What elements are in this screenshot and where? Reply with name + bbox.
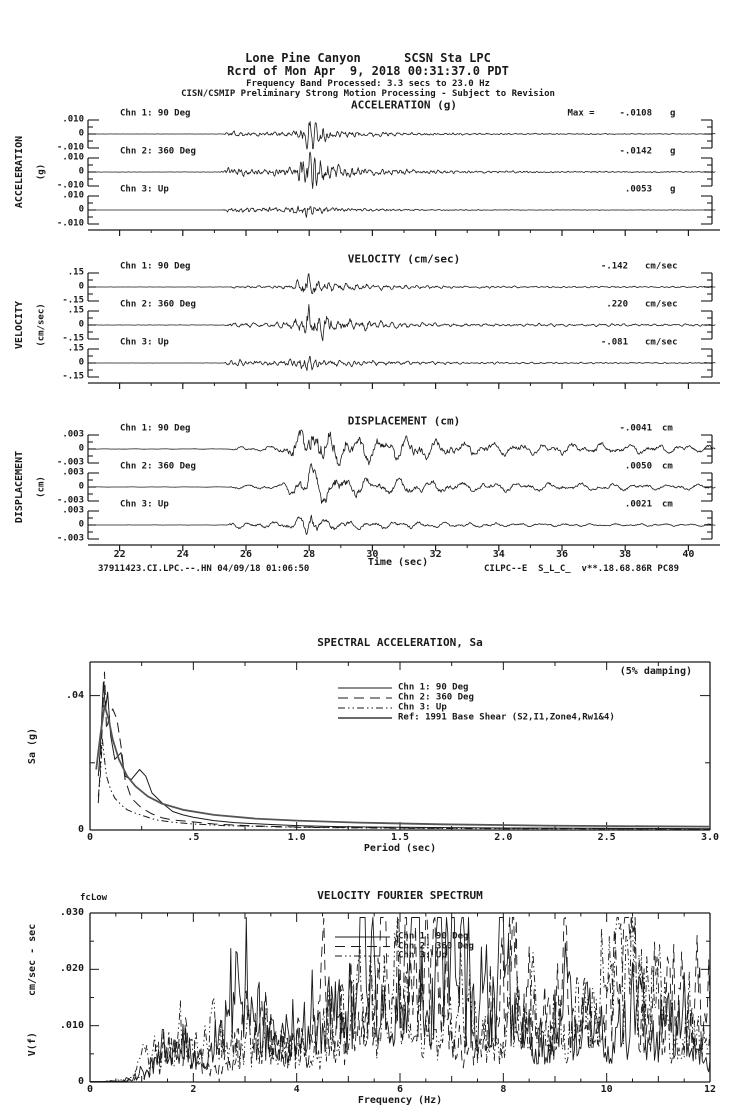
velocity-scale-bottom: -.15 xyxy=(62,333,84,344)
displacement-unit-label: cm xyxy=(662,423,673,434)
velocity-scale-zero: 0 xyxy=(78,357,84,368)
displacement-scale-zero: 0 xyxy=(78,443,84,454)
displacement-channel-label: Chn 3: Up xyxy=(120,499,169,510)
time-tick-label: 32 xyxy=(429,549,442,560)
fourier-x-tick-label: 8 xyxy=(500,1084,507,1095)
fourier-legend-entry: Chn 2: 360 Deg xyxy=(398,941,474,951)
acceleration-peak-value: -.0108 xyxy=(619,108,652,119)
acceleration-scale-zero: 0 xyxy=(78,166,84,177)
time-tick-label: 26 xyxy=(239,549,253,560)
fourier-y-tick-label: .010 xyxy=(59,1019,84,1031)
sa-x-tick-label: 2.0 xyxy=(494,832,513,843)
displacement-unit-label: cm xyxy=(662,499,673,510)
velocity-axis-name: VELOCITY xyxy=(14,300,25,350)
sa-x-tick-label: 1.0 xyxy=(287,832,306,843)
velocity-scale-top: .15 xyxy=(67,305,84,316)
velocity-channel-label: Chn 1: 90 Deg xyxy=(120,261,191,272)
sa-y-tick-label: 0 xyxy=(77,824,84,835)
time-tick-label: 22 xyxy=(113,549,126,560)
time-tick-label: 24 xyxy=(176,549,189,560)
sa-x-tick-label: 2.5 xyxy=(597,832,616,843)
fourier-y-tick-label: .020 xyxy=(59,963,84,975)
acceleration-unit-label: g xyxy=(670,146,676,157)
displacement-scale-top: .003 xyxy=(62,505,84,516)
sa-damping-note: (5% damping) xyxy=(619,666,692,677)
acceleration-channel-label: Chn 1: 90 Deg xyxy=(120,108,191,119)
velocity-scale-bottom: -.15 xyxy=(62,371,84,382)
velocity-axis-unit: (cm/sec) xyxy=(36,303,47,347)
acceleration-unit-label: g xyxy=(670,108,676,119)
fourier-x-tick-label: 12 xyxy=(703,1084,717,1095)
displacement-scale-zero: 0 xyxy=(78,481,84,492)
acceleration-unit-label: g xyxy=(670,184,676,195)
processing-id-footer: CILPC--E S_L_C_ v**.18.68.86R PC89 xyxy=(484,564,680,574)
displacement-unit-label: cm xyxy=(662,461,673,472)
sa-x-tick-label: 0 xyxy=(86,832,94,843)
sa-x-tick-label: 3.0 xyxy=(700,832,720,843)
acceleration-peak-value: .0053 xyxy=(624,184,652,195)
sa-legend-entry: Ref: 1991 Base Shear (S2,I1,Zone4,Rw1&4) xyxy=(398,712,615,723)
displacement-channel-label: Chn 1: 90 Deg xyxy=(120,423,191,434)
sa-x-tick-label: 1.5 xyxy=(390,832,410,843)
fourier-x-tick-label: 0 xyxy=(86,1084,94,1095)
acceleration-scale-bottom: -.010 xyxy=(56,180,84,191)
sa-y-tick-label: .04 xyxy=(65,689,84,701)
velocity-scale-bottom: -.15 xyxy=(62,295,84,306)
sa-x-tick-label: .5 xyxy=(187,832,200,843)
velocity-channel-label: Chn 2: 360 Deg xyxy=(120,299,196,310)
frequency-band-note: Frequency Band Processed: 3.3 secs to 23.0 Hz xyxy=(246,79,490,89)
velocity-scale-zero: 0 xyxy=(78,319,84,330)
sa-chart-title: SPECTRAL ACCELERATION, Sa xyxy=(317,636,483,649)
time-axis-label: Time (sec) xyxy=(367,557,429,568)
fourier-legend-entry: Chn 3: Up xyxy=(398,950,447,961)
time-tick-label: 28 xyxy=(303,549,316,560)
time-tick-label: 34 xyxy=(492,549,505,560)
record-id-footer: 37911423.CI.LPC.--.HN 04/09/18 01:06:50 xyxy=(98,564,310,574)
fourier-x-axis-label: Frequency (Hz) xyxy=(357,1095,443,1106)
acceleration-scale-top: .010 xyxy=(62,114,84,125)
velocity-panel-title: VELOCITY (cm/sec) xyxy=(347,252,461,266)
fourier-legend-entry: Chn 1: 90 Deg xyxy=(398,931,469,942)
sa-y-axis-label: Sa (g) xyxy=(27,727,38,765)
disclaimer-note: CISN/CSMIP Preliminary Strong Motion Processing - Subject to Revision xyxy=(181,89,555,99)
displacement-scale-bottom: -.003 xyxy=(56,495,84,506)
acceleration-axis-name: ACCELERATION xyxy=(14,135,25,209)
time-tick-label: 38 xyxy=(619,549,632,560)
displacement-axis-unit: (cm) xyxy=(36,476,47,498)
displacement-peak-value: -.0041 xyxy=(619,423,652,434)
acceleration-scale-zero: 0 xyxy=(78,204,84,215)
displacement-axis-name: DISPLACEMENT xyxy=(14,450,25,524)
displacement-scale-top: .003 xyxy=(62,429,84,440)
acceleration-scale-top: .010 xyxy=(62,152,84,163)
max-prefix-label: Max = xyxy=(567,108,600,119)
fourier-x-tick-label: 6 xyxy=(396,1084,404,1095)
velocity-scale-zero: 0 xyxy=(78,281,84,292)
fourier-y-axis-label: V(f) cm/sec - sec xyxy=(27,923,38,1057)
velocity-peak-value: -.142 xyxy=(600,261,628,272)
displacement-scale-zero: 0 xyxy=(78,519,84,530)
acceleration-peak-value: -.0142 xyxy=(619,146,652,157)
acceleration-axis-unit: (g) xyxy=(36,163,47,181)
velocity-channel-label: Chn 3: Up xyxy=(120,337,169,348)
displacement-peak-value: .0021 xyxy=(624,499,652,510)
acceleration-channel-label: Chn 3: Up xyxy=(120,184,169,195)
velocity-peak-value: .220 xyxy=(606,299,628,310)
time-tick-label: 36 xyxy=(555,549,569,560)
velocity-peak-value: -.081 xyxy=(600,337,628,348)
record-timestamp: Rcrd of Mon Apr 9, 2018 00:31:37.0 PDT xyxy=(227,64,509,78)
time-tick-label: 30 xyxy=(366,549,379,560)
acceleration-scale-bottom: -.010 xyxy=(56,142,84,153)
displacement-peak-value: .0050 xyxy=(624,461,652,472)
acceleration-scale-bottom: -.010 xyxy=(56,218,84,229)
displacement-scale-top: .003 xyxy=(62,467,84,478)
velocity-unit-label: cm/sec xyxy=(645,299,678,310)
velocity-scale-top: .15 xyxy=(67,343,84,354)
fourier-chart-title: VELOCITY FOURIER SPECTRUM xyxy=(317,889,483,902)
sa-legend-entry: Chn 1: 90 Deg xyxy=(398,682,469,693)
sa-x-axis-label: Period (sec) xyxy=(363,843,437,854)
velocity-scale-top: .15 xyxy=(67,267,84,278)
fourier-y-tick-label: .030 xyxy=(59,907,84,918)
displacement-scale-bottom: -.003 xyxy=(56,533,84,544)
fourier-fclow-annotation: fcLow xyxy=(80,893,108,903)
acceleration-scale-top: .010 xyxy=(62,190,84,201)
acceleration-channel-label: Chn 2: 360 Deg xyxy=(120,146,196,157)
fourier-y-tick-label: 0 xyxy=(77,1076,84,1087)
sa-legend-entry: Chn 2: 360 Deg xyxy=(398,692,474,703)
fourier-x-tick-label: 2 xyxy=(190,1084,197,1095)
velocity-unit-label: cm/sec xyxy=(645,337,678,348)
displacement-scale-bottom: -.003 xyxy=(56,457,84,468)
displacement-panel-title: DISPLACEMENT (cm) xyxy=(347,414,461,428)
velocity-unit-label: cm/sec xyxy=(645,261,678,272)
acceleration-panel-title: ACCELERATION (g) xyxy=(351,98,457,112)
station-title: Lone Pine Canyon SCSN Sta LPC xyxy=(245,51,491,65)
acceleration-scale-zero: 0 xyxy=(78,128,84,139)
time-tick-label: 40 xyxy=(682,549,695,560)
displacement-channel-label: Chn 2: 360 Deg xyxy=(120,461,196,472)
fourier-x-tick-label: 4 xyxy=(293,1084,300,1095)
sa-legend-entry: Chn 3: Up xyxy=(398,702,447,713)
fourier-x-tick-label: 10 xyxy=(600,1084,613,1095)
